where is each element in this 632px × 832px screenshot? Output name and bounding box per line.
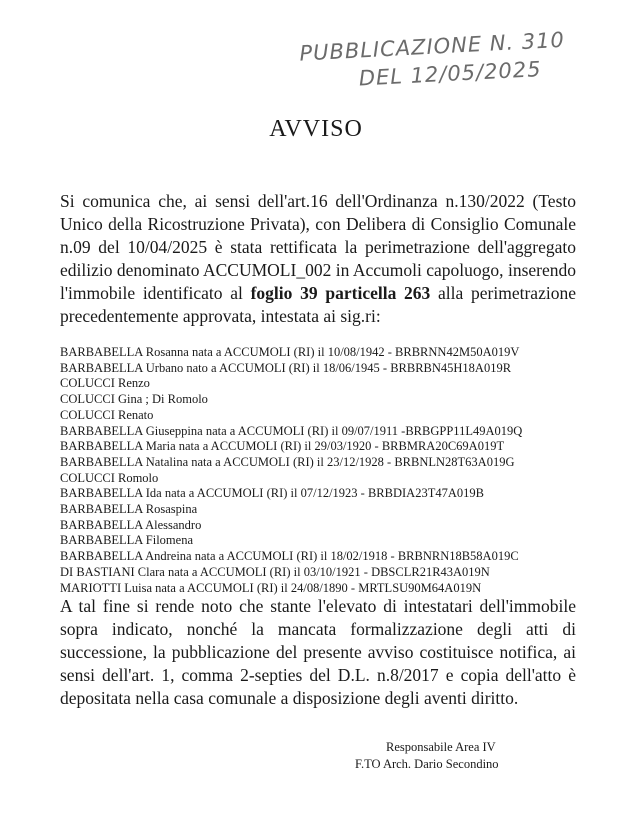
list-item: BARBABELLA Andreina nata a ACCUMOLI (RI) il 18/02/1918 - BRBNRN18B58A019C — [60, 549, 519, 564]
list-item: BARBABELLA Maria nata a ACCUMOLI (RI) il 29/03/1920 - BRBMRA20C69A019T — [60, 439, 505, 454]
notice-paragraph: A tal fine si rende noto che stante l'elevato di intestatari dell'immobile sopra indicato, nonché la mancata formalizzazione degli atti di successione, la pubblicazione del presente avviso costituisce notifica, ai sensi dell'art. 1, comma 2-septies del D.L. n.8/2017 e copia dell'atto è depositata nella casa comunale a disposizione degli aventi diritto. — [60, 596, 576, 708]
signature-block — [355, 739, 555, 773]
list-item: BARBABELLA Urbano nato a ACCUMOLI (RI) il 18/06/1945 - BRBRBN45H18A019R — [60, 360, 512, 375]
publication-date: DEL 12/05/2025 — [358, 56, 543, 91]
list-item: BARBABELLA Filomena — [60, 533, 193, 548]
list-item: COLUCCI Gina ; Di Romolo — [60, 392, 208, 407]
intro-text-2: alla perimetrazione precedentemente approvata, intestata ai sig.ri: — [60, 283, 576, 326]
signatory-role: Responsabile Area IV — [386, 740, 496, 754]
list-item: BARBABELLA Giuseppina nata a ACCUMOLI (RI) il 09/07/1911 -BRBGPP11L49A019Q — [60, 423, 523, 438]
list-item: BARBABELLA Rosaspina — [60, 502, 198, 517]
list-item: DI BASTIANI Clara nata a ACCUMOLI (RI) il 03/10/1921 - DBSCLR21R43A019N — [60, 564, 490, 579]
list-item: MARIOTTI Luisa nata a ACCUMOLI (RI) il 24/08/1890 - MRTLSU90M64A019N — [60, 580, 482, 595]
list-item: COLUCCI Renzo — [60, 376, 150, 391]
list-item: BARBABELLA Rosanna nata a ACCUMOLI (RI) il 10/08/1942 - BRBRNN42M50A019V — [60, 345, 520, 359]
intro-parcel-bold: foglio 39 particella 263 — [250, 283, 431, 303]
owners-list — [60, 345, 580, 596]
list-item: COLUCCI Romolo — [60, 470, 159, 485]
intro-paragraph — [60, 190, 576, 328]
publication-number: PUBBLICAZIONE N. 310 — [298, 27, 566, 66]
list-item: BARBABELLA Natalina nata a ACCUMOLI (RI) il 23/12/1928 - BRBNLN28T63A019G — [60, 454, 515, 469]
list-item: COLUCCI Renato — [60, 407, 154, 422]
handwritten-publication-note — [299, 26, 591, 93]
list-item: BARBABELLA Alessandro — [60, 517, 202, 532]
signatory-name: F.TO Arch. Dario Secondino — [355, 757, 499, 771]
document-title: AVVISO — [269, 116, 363, 142]
intro-text-1: Si comunica che, ai sensi dell'art.16 dell'Ordinanza n.130/2022 (Testo Unico della Ricostruzione Privata), con Delibera di Consiglio Comunale n.09 del 10/04/2025 è stata rettificata la perimetrazione dell'aggregato edilizio denominato ACCUMOLI_002 in Accumoli capoluogo, inserendo l'immobile identificato al — [60, 191, 576, 303]
list-item: BARBABELLA Ida nata a ACCUMOLI (RI) il 07/12/1923 - BRBDIA23T47A019B — [60, 486, 484, 501]
